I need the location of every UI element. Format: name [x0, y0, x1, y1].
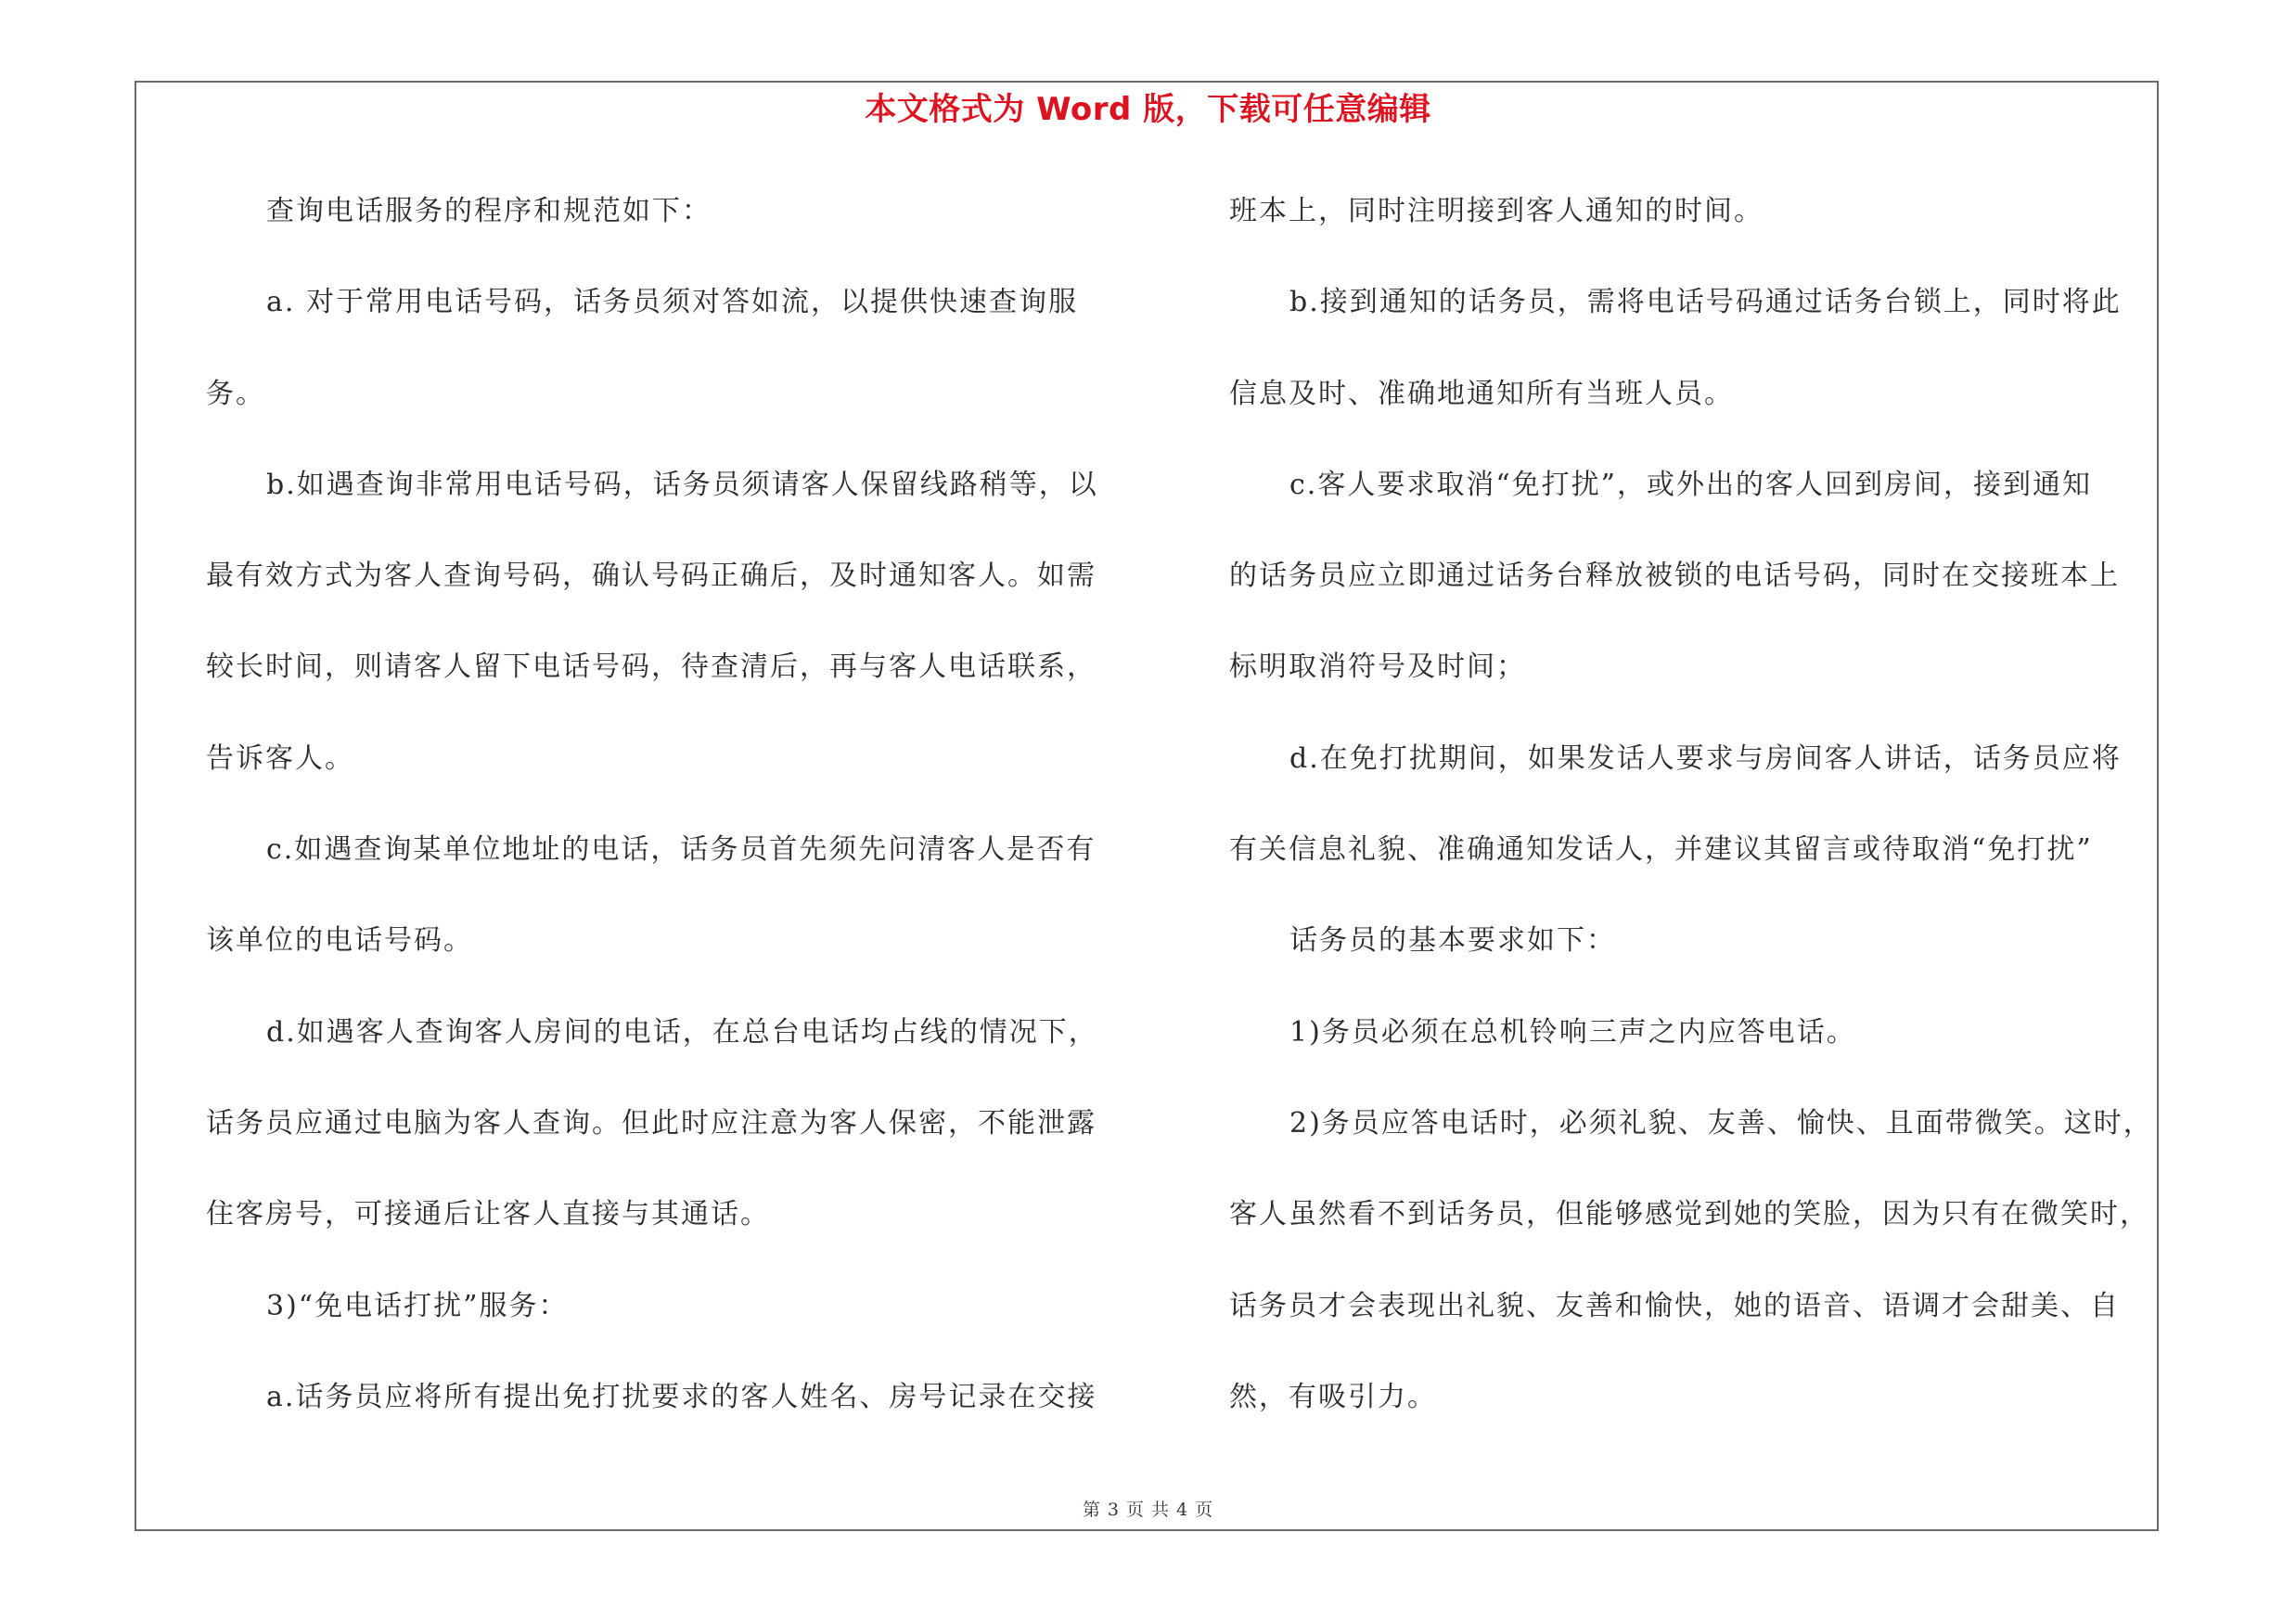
- paragraph-line: 查询电话服务的程序和规范如下：: [266, 195, 712, 227]
- paragraph-line: 然，有吸引力。: [1229, 1380, 1437, 1413]
- right-text-column: [1229, 186, 2157, 1462]
- paragraph-line: b.如遇查询非常用电话号码，话务员须请客人保留线路稍等，以: [266, 468, 1098, 501]
- paragraph-line: 班本上，同时注明接到客人通知的时间。: [1229, 195, 1764, 227]
- page-number-footer: 第 3 页 共 4 页: [1082, 1500, 1214, 1520]
- paragraph-line: 话务员的基本要求如下：: [1289, 924, 1616, 958]
- paragraph-line: c.客人要求取消“免打扰”，或外出的客人回到房间，接到通知: [1289, 468, 2093, 501]
- paragraph-line: b.接到通知的话务员，需将电话号码通过话务台锁上，同时将此: [1289, 286, 2122, 319]
- left-text-column: [206, 186, 1134, 1462]
- paragraph-line: 该单位的电话号码。: [206, 924, 473, 958]
- paragraph-line: 较长时间，则请客人留下电话号码，待查清后，再与客人电话联系，: [206, 650, 1097, 684]
- paragraph-line: 3)“免电话打扰”服务：: [266, 1289, 569, 1322]
- paragraph-line: 告诉客人。: [206, 741, 354, 775]
- paragraph-line: c.如遇查询某单位地址的电话，话务员首先须先问清客人是否有: [266, 833, 1097, 867]
- paragraph-line: 客人虽然看不到话务员，但能够感觉到她的笑脸，因为只有在微笑时，: [1229, 1198, 2149, 1231]
- paragraph-line: a. 对于常用电话号码，话务员须对答如流，以提供快速查询服: [266, 286, 1078, 319]
- paragraph-line: d.如遇客人查询客人房间的电话，在总台电话均占线的情况下，: [266, 1015, 1098, 1049]
- paragraph-line: 务。: [206, 377, 265, 410]
- format-banner: 本文格式为 Word 版，下载可任意编辑: [865, 91, 1431, 128]
- paragraph-line: 2)务员应答电话时，必须礼貌、友善、愉快、且面带微笑。这时，: [1289, 1106, 2153, 1140]
- paragraph-line: 话务员才会表现出礼貌、友善和愉快，她的语音、语调才会甜美、自: [1229, 1289, 2120, 1322]
- paragraph-line: 的话务员应立即通过话务台释放被锁的电话号码，同时在交接班本上: [1229, 560, 2120, 593]
- paragraph-line: 住客房号，可接通后让客人直接与其通话。: [206, 1198, 770, 1231]
- paragraph-line: 标明取消符号及时间；: [1229, 650, 1526, 684]
- paragraph-line: 信息及时、准确地通知所有当班人员。: [1229, 377, 1734, 410]
- paragraph-line: 话务员应通过电脑为客人查询。但此时应注意为客人保密，不能泄露: [206, 1106, 1097, 1140]
- paragraph-line: d.在免打扰期间，如果发话人要求与房间客人讲话，话务员应将: [1289, 741, 2122, 775]
- paragraph-line: 1)务员必须在总机铃响三声之内应答电话。: [1289, 1015, 1856, 1049]
- paragraph-line: 有关信息礼貌、准确通知发话人，并建议其留言或待取消“免打扰”: [1229, 833, 2093, 867]
- paragraph-line: a.话务员应将所有提出免打扰要求的客人姓名、房号记录在交接: [266, 1380, 1097, 1413]
- paragraph-line: 最有效方式为客人查询号码，确认号码正确后，及时通知客人。如需: [206, 560, 1097, 593]
